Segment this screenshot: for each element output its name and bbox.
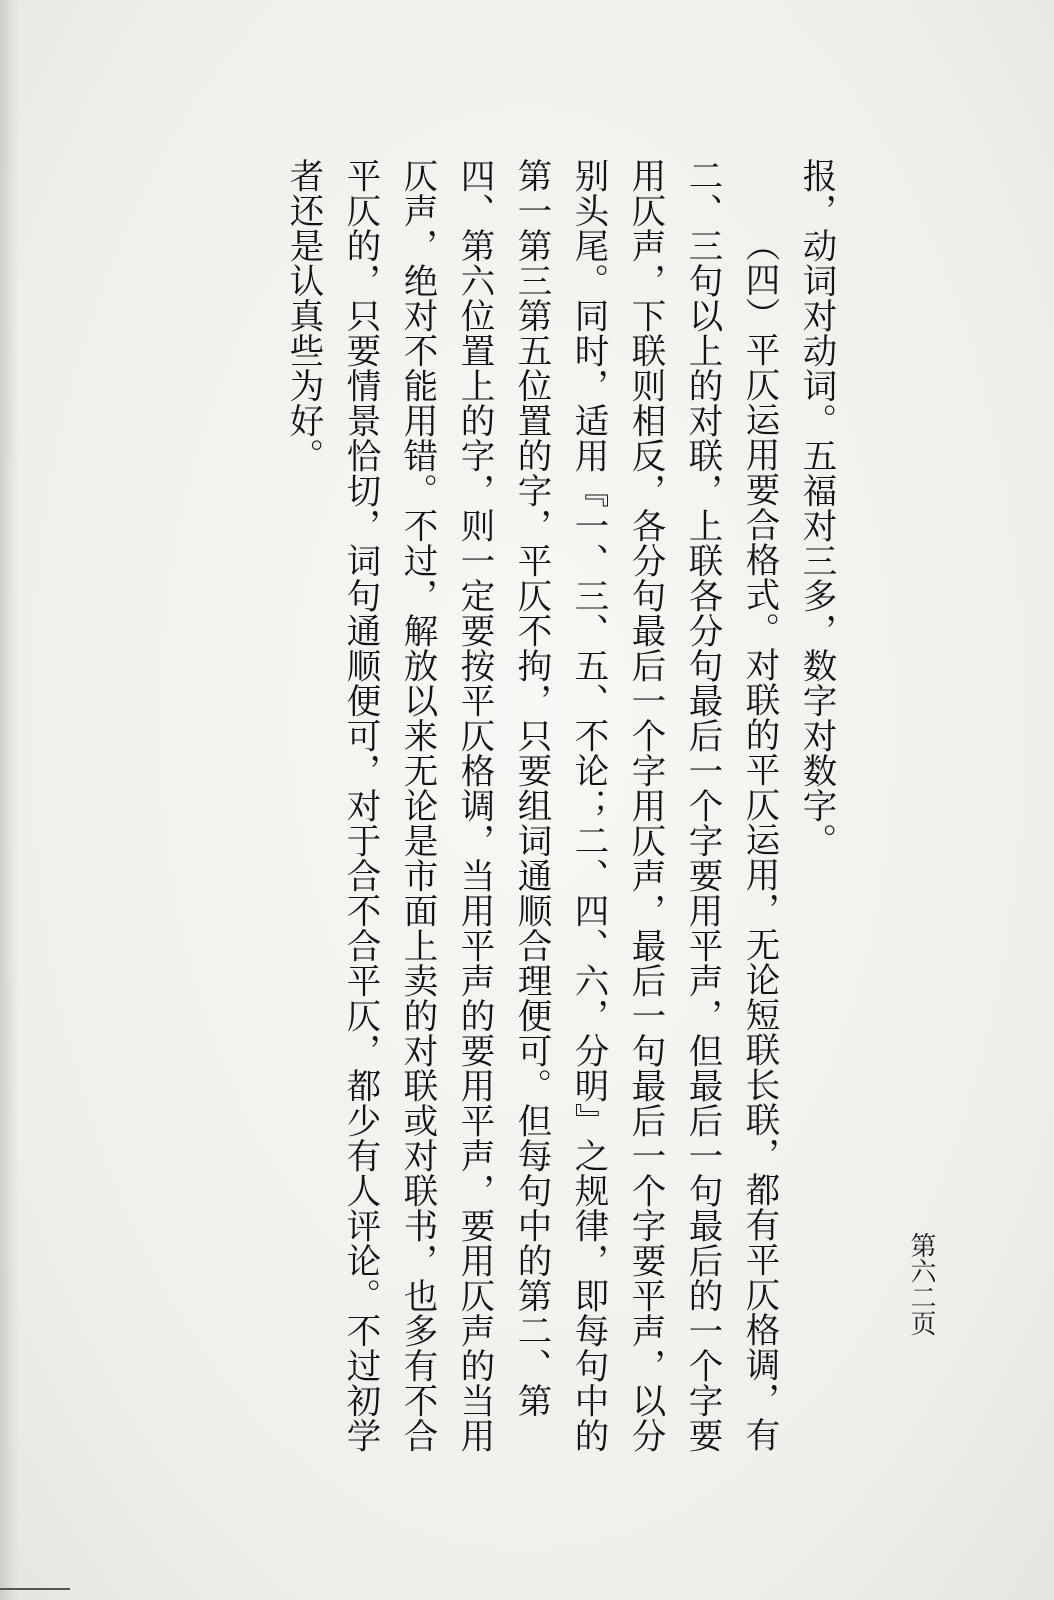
page-number: 第六二页	[906, 1232, 936, 1336]
bottom-rule	[0, 1588, 70, 1590]
paragraph-1: 报，动词对动词。五福对三多，数字对数字。	[796, 158, 836, 858]
paragraph-2: （四）平仄运用要合格式。对联的平仄运用，无论短联长联，都有平仄格调，有二、三句以上的对联，上联各分句最后一个字要用平声，但最后一句最后的一个字要用仄声，下联则相反，各分句最后一个字用仄声，最后一句最后一个字要平声，以分别头尾。同时，适用『一、三、五、不论；二、四、六，分明』之规律，即每句中的第一第三第五位置的字，平仄不拘，只要组词通顺合理便可。但每句中的第二、第四、第六位置上的字，则一定要按平仄格调，当用平声的要用平声，要用仄声的当用仄声，绝对不能用错。不过，解放以来无论是市面上卖的对联或对联书，也多有不合平仄的，只要情景恰切，词句通顺便可，对于合不合平仄，都少有人评论。不过初学者还是认真些为好。	[283, 158, 779, 1453]
body-text	[274, 158, 844, 1478]
page-edge-shadow	[0, 0, 18, 1600]
